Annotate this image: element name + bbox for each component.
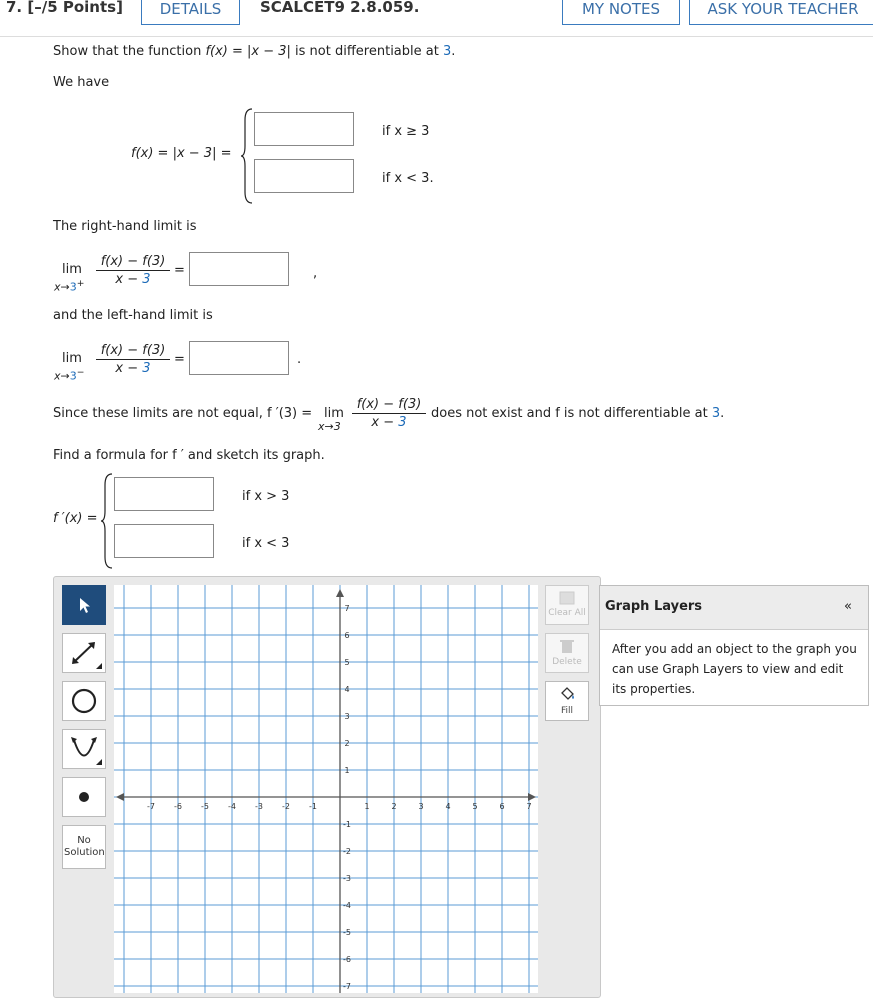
- y-tick-label: -6: [343, 955, 351, 964]
- lim-subscript: x→3−: [54, 367, 85, 383]
- circle-icon: [66, 685, 102, 717]
- graph-layers-help: After you add an object to the graph you can use Graph Layers to view and edit its properties.: [612, 642, 857, 696]
- lim-subscript: x→3+: [54, 278, 85, 294]
- y-tick-label: 3: [344, 712, 350, 721]
- difference-quotient: f(x) − f(3) x − 3: [96, 343, 170, 376]
- x-tick-label: 5: [472, 802, 478, 811]
- period: .: [297, 352, 302, 367]
- clear-all-button[interactable]: [545, 585, 589, 625]
- formula-prompt: Find a formula for f ′ and sketch its graph.: [53, 448, 325, 463]
- no-solution-label: No Solution: [64, 835, 105, 858]
- y-tick-label: 4: [344, 685, 350, 694]
- line-tool-button[interactable]: [62, 633, 106, 673]
- right-limit-input[interactable]: [189, 252, 289, 286]
- coordinate-grid[interactable]: [114, 585, 538, 993]
- x-tick-label: 6: [499, 802, 505, 811]
- y-tick-label: -1: [343, 820, 351, 829]
- header-divider: [0, 36, 873, 37]
- y-tick-label: 2: [344, 739, 350, 748]
- graph-layers-header: [600, 586, 868, 630]
- y-tick-label: 6: [344, 631, 350, 640]
- x-tick-label: 2: [391, 802, 397, 811]
- clear-all-label: Clear All: [548, 608, 586, 618]
- left-limit-input[interactable]: [189, 341, 289, 375]
- left-brace-icon: [100, 473, 114, 569]
- x-tick-label: 4: [445, 802, 451, 811]
- fprime-piece2-input[interactable]: [114, 524, 214, 558]
- fprime-lhs: f ′(x) =: [53, 511, 98, 526]
- dne-text: does not exist and f is not differentiable at 3.: [431, 406, 725, 421]
- point-tool-button[interactable]: [62, 777, 106, 817]
- x-tick-label: -1: [309, 802, 317, 811]
- details-button[interactable]: DETAILS: [141, 0, 240, 25]
- x-tick-label: 7: [526, 802, 532, 811]
- left-limit-text: and the left-hand limit is: [53, 308, 213, 323]
- delete-button[interactable]: [545, 633, 589, 673]
- delete-label: Delete: [552, 657, 582, 667]
- y-tick-label: -7: [343, 982, 351, 991]
- x-tick-label: -7: [147, 802, 155, 811]
- comma: ,: [313, 266, 318, 281]
- problem-code: SCALCET9 2.8.059.: [260, 0, 420, 16]
- equals-sign: =: [174, 263, 185, 278]
- y-tick-label: -5: [343, 928, 351, 937]
- graph-layers-panel: [599, 585, 869, 706]
- graph-layers-title: Graph Layers: [605, 599, 703, 614]
- x-tick-label: 1: [364, 802, 370, 811]
- clear-grid-icon: [559, 591, 575, 605]
- piece2-input[interactable]: [254, 159, 354, 193]
- lim-label: lim: [62, 351, 82, 366]
- lim-label: lim: [62, 262, 82, 277]
- paint-bucket-icon: [558, 685, 576, 703]
- pointer-tool-button[interactable]: [62, 585, 106, 625]
- circle-tool-button[interactable]: [62, 681, 106, 721]
- question-number: 7. [–/5 Points]: [6, 0, 123, 16]
- fcond1-label: if x > 3: [242, 489, 290, 504]
- line-arrow-icon: [66, 637, 102, 669]
- cond2-label: if x < 3.: [382, 171, 434, 186]
- parabola-icon: [66, 733, 102, 765]
- y-tick-label: -3: [343, 874, 351, 883]
- x-tick-label: -5: [201, 802, 209, 811]
- no-solution-button[interactable]: [62, 825, 106, 869]
- y-tick-label: -4: [343, 901, 351, 910]
- difference-quotient: f(x) − f(3) x − 3: [96, 254, 170, 287]
- ask-teacher-button[interactable]: ASK YOUR TEACHER: [689, 0, 873, 25]
- cursor-arrow-icon: [76, 596, 92, 614]
- lim-subscript: x→3: [318, 420, 341, 433]
- left-brace-icon: [240, 108, 254, 204]
- lim-label: lim: [324, 406, 344, 421]
- fprime-piece1-input[interactable]: [114, 477, 214, 511]
- my-notes-button[interactable]: MY NOTES: [562, 0, 680, 25]
- collapse-icon[interactable]: «: [844, 599, 852, 614]
- point-dot-icon: [66, 781, 102, 813]
- fill-label: Fill: [560, 706, 574, 716]
- since-text: Since these limits are not equal, f ′(3) =: [53, 406, 313, 421]
- prompt: Show that the function f(x) = |x − 3| is not differentiable at 3.: [53, 44, 456, 59]
- fill-button[interactable]: [545, 681, 589, 721]
- x-tick-label: -2: [282, 802, 290, 811]
- y-tick-label: 5: [344, 658, 350, 667]
- right-limit-text: The right-hand limit is: [53, 219, 197, 234]
- x-tick-label: 3: [418, 802, 424, 811]
- we-have-text: We have: [53, 75, 110, 90]
- y-tick-label: 1: [344, 766, 350, 775]
- parabola-tool-button[interactable]: [62, 729, 106, 769]
- equals-sign: =: [174, 352, 185, 367]
- cond1-label: if x ≥ 3: [382, 124, 430, 139]
- piecewise-lhs: f(x) = |x − 3| =: [131, 146, 232, 161]
- trash-icon: [559, 638, 575, 654]
- y-tick-label: -2: [343, 847, 351, 856]
- x-tick-label: -4: [228, 802, 236, 811]
- difference-quotient: f(x) − f(3) x − 3: [352, 397, 426, 430]
- x-tick-label: -6: [174, 802, 182, 811]
- piece1-input[interactable]: [254, 112, 354, 146]
- y-tick-label: 7: [344, 604, 350, 613]
- fcond2-label: if x < 3: [242, 536, 290, 551]
- x-tick-label: -3: [255, 802, 263, 811]
